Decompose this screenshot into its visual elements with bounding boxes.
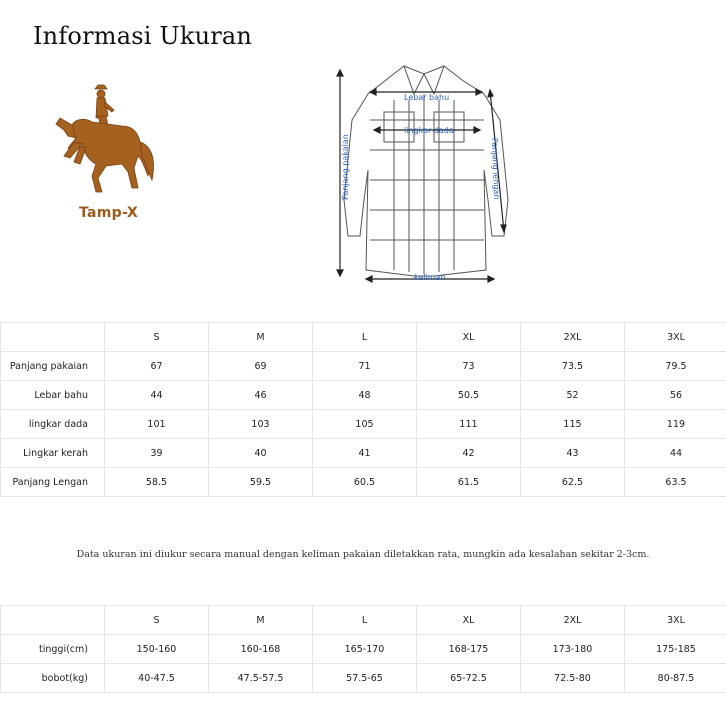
row-label: Panjang Lengan	[1, 468, 105, 497]
row-label: Panjang pakaian	[1, 352, 105, 381]
table-cell: 69	[209, 352, 313, 381]
table-cell: 43	[521, 439, 625, 468]
size-measurement-table	[0, 322, 726, 497]
table-row	[1, 439, 726, 468]
height-weight-table	[0, 605, 726, 693]
table-cell: 175-185	[625, 635, 726, 664]
table-row	[1, 410, 726, 439]
brand-name: Tamp-X	[79, 205, 139, 221]
table-cell: 58.5	[105, 468, 209, 497]
table-cell: 62.5	[521, 468, 625, 497]
table-cell: 41	[313, 439, 417, 468]
jacket-diagram-icon	[334, 60, 514, 285]
table-cell: 44	[105, 381, 209, 410]
row-label: Lingkar kerah	[1, 439, 105, 468]
table-cell: 101	[105, 410, 209, 439]
table-cell: 48	[313, 381, 417, 410]
table-cell: 47.5-57.5	[209, 664, 313, 693]
header-cell: XL	[417, 606, 521, 635]
table-cell: 173-180	[521, 635, 625, 664]
table-cell: 111	[417, 410, 521, 439]
table-cell: 79.5	[625, 352, 726, 381]
row-label: bobot(kg)	[1, 664, 105, 693]
table-cell: 72.5-80	[521, 664, 625, 693]
header-cell: S	[105, 606, 209, 635]
table-cell: 150-160	[105, 635, 209, 664]
label-chest: lingkar dada	[404, 126, 454, 135]
table-cell: 60.5	[313, 468, 417, 497]
header-cell: 3XL	[625, 323, 726, 352]
table-cell: 39	[105, 439, 209, 468]
table-row	[1, 635, 726, 664]
table-cell: 40-47.5	[105, 664, 209, 693]
header-cell	[1, 606, 105, 635]
table-cell: 73.5	[521, 352, 625, 381]
label-sleeve: Panjang lengan	[490, 137, 502, 200]
label-hem: keliman	[414, 273, 446, 282]
header-cell: M	[209, 323, 313, 352]
table-cell: 65-72.5	[417, 664, 521, 693]
header-cell: XL	[417, 323, 521, 352]
table-cell: 115	[521, 410, 625, 439]
table-row	[1, 468, 726, 497]
table-row	[1, 352, 726, 381]
header-cell: 2XL	[521, 323, 625, 352]
header-cell: 2XL	[521, 606, 625, 635]
table-header-row	[1, 606, 726, 635]
header-cell	[1, 323, 105, 352]
table-cell: 103	[209, 410, 313, 439]
table-cell: 67	[105, 352, 209, 381]
header-cell: S	[105, 323, 209, 352]
table-cell: 105	[313, 410, 417, 439]
row-label: lingkar dada	[1, 410, 105, 439]
header-cell: M	[209, 606, 313, 635]
header-cell: 3XL	[625, 606, 726, 635]
table-cell: 57.5-65	[313, 664, 417, 693]
table-cell: 63.5	[625, 468, 726, 497]
table-cell: 46	[209, 381, 313, 410]
table-cell: 50.5	[417, 381, 521, 410]
label-length: Panjang pakaian	[341, 134, 350, 200]
table-cell: 52	[521, 381, 625, 410]
table-cell: 80-87.5	[625, 664, 726, 693]
table-cell: 40	[209, 439, 313, 468]
page-title: Informasi Ukuran	[33, 22, 253, 50]
row-label: tinggi(cm)	[1, 635, 105, 664]
table-cell: 44	[625, 439, 726, 468]
table-cell: 73	[417, 352, 521, 381]
table-cell: 56	[625, 381, 726, 410]
table-row	[1, 381, 726, 410]
table-cell: 160-168	[209, 635, 313, 664]
table-cell: 71	[313, 352, 417, 381]
table-cell: 61.5	[417, 468, 521, 497]
table-row	[1, 664, 726, 693]
table-cell: 59.5	[209, 468, 313, 497]
header-cell: L	[313, 323, 417, 352]
table-cell: 168-175	[417, 635, 521, 664]
label-shoulder: Lebar bahu	[404, 93, 450, 102]
row-label: Lebar bahu	[1, 381, 105, 410]
table-header-row	[1, 323, 726, 352]
table-cell: 119	[625, 410, 726, 439]
table-cell: 42	[417, 439, 521, 468]
measurement-note: Data ukuran ini diukur secara manual dengan keliman pakaian diletakkan rata, mungkin ada kesalahan sekitar 2-3cm.	[76, 549, 650, 560]
header-cell: L	[313, 606, 417, 635]
table-cell: 165-170	[313, 635, 417, 664]
